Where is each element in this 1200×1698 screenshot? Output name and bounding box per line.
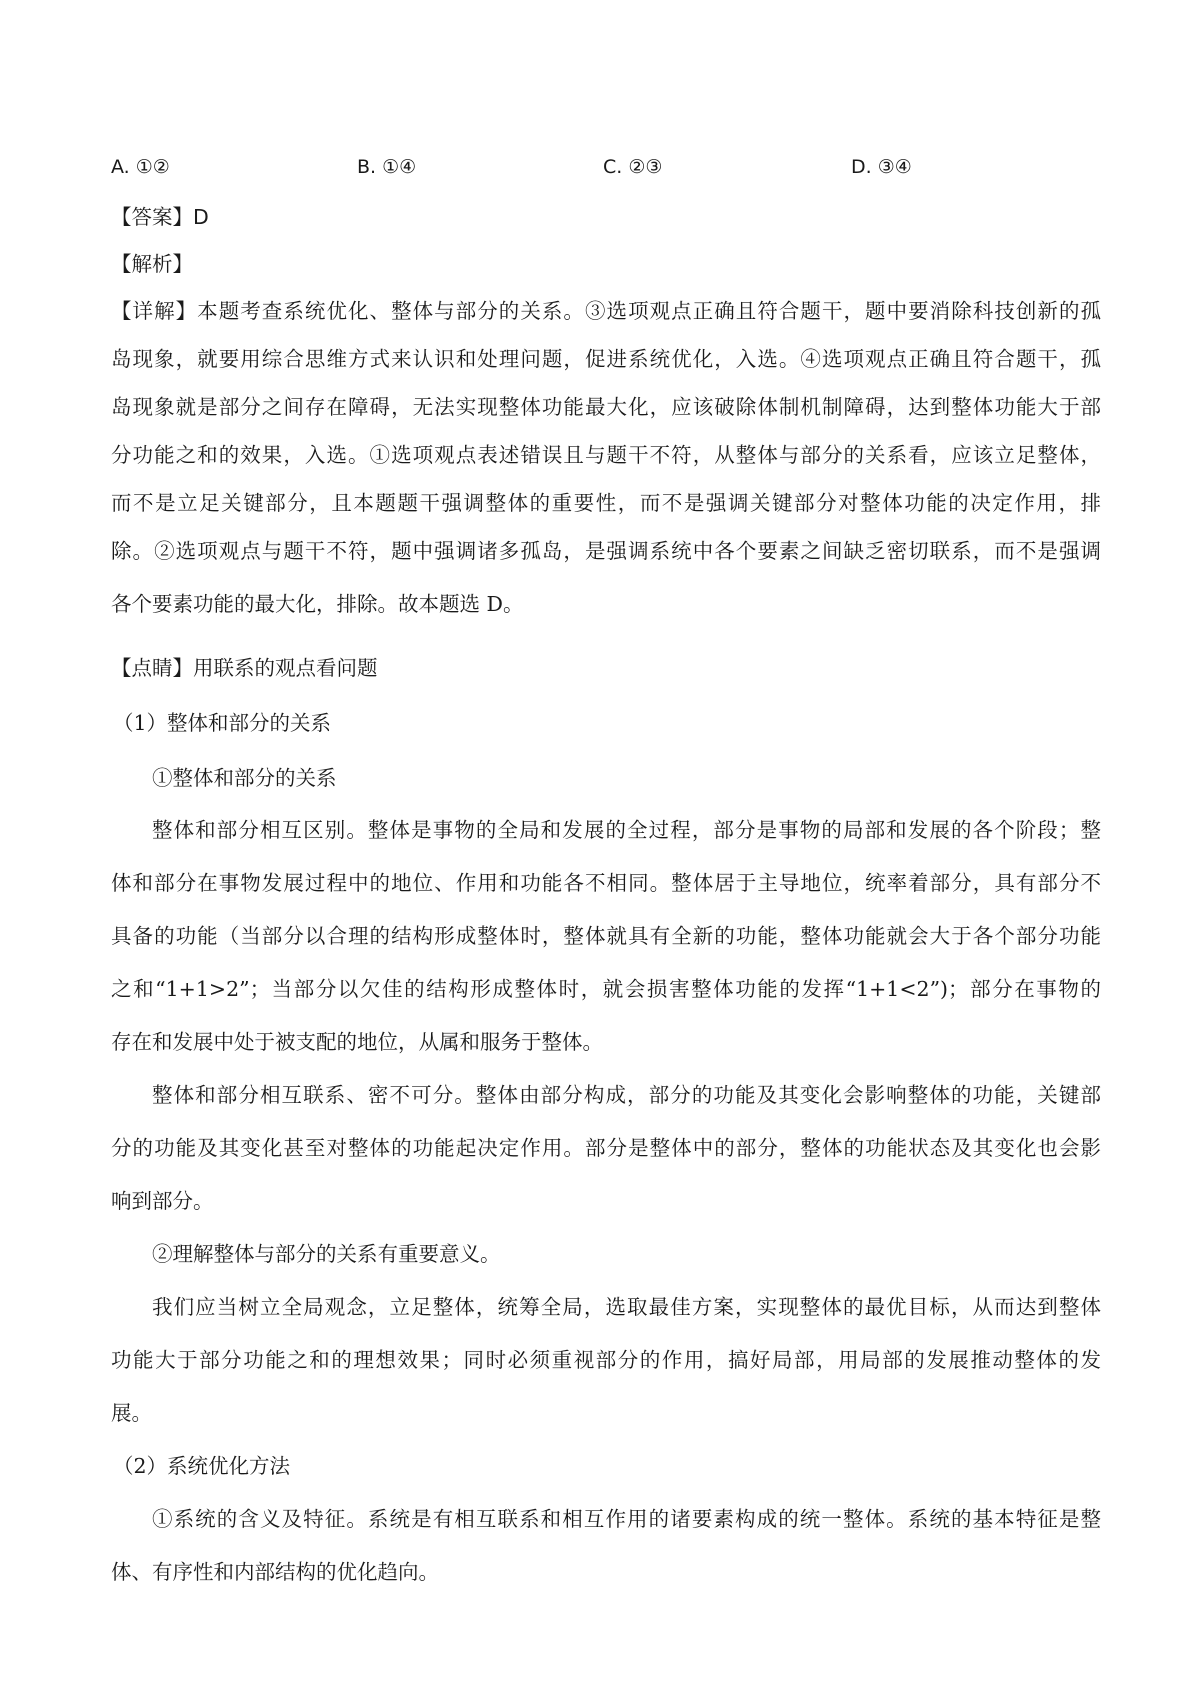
section1-para2-line: 响到部分。 — [111, 1189, 214, 1213]
analysis-label: 【解析】 — [111, 252, 193, 276]
section1-para1-line: 存在和发展中处于被支配的地位，从属和服务于整体。 — [111, 1030, 603, 1054]
option-a: A. ①② — [111, 156, 170, 178]
answer-line — [111, 202, 1101, 232]
option-c: C. ②③ — [603, 156, 663, 178]
section1-heading: （1）整体和部分的关系 — [113, 711, 332, 735]
answer-options — [111, 156, 1091, 186]
section1-para3-line: 功能大于部分功能之和的理想效果；同时必须重视部分的作用，搞好局部，用局部的发展推动整体的发 — [111, 1348, 1101, 1372]
section1-para3-line: 展。 — [111, 1401, 152, 1425]
section1-para3-line: 我们应当树立全局观念，立足整体，统筹全局，选取最佳方案，实现整体的最优目标，从而达到整体 — [152, 1295, 1101, 1319]
section1-para1-line: 整体和部分相互区别。整体是事物的全局和发展的全过程，部分是事物的局部和发展的各个阶段；整 — [152, 818, 1101, 842]
detail-line: 各个要素功能的最大化，排除。故本题选 D。 — [111, 592, 524, 616]
section1-sub1: ①整体和部分的关系 — [152, 766, 337, 790]
detail-line: 分功能之和的效果，入选。①选项观点表述错误且与题干不符，从整体与部分的关系看，应该立足整体， — [111, 443, 1101, 467]
section2-heading: （2）系统优化方法 — [113, 1454, 291, 1478]
section1-para1-line: 体和部分在事物发展过程中的地位、作用和功能各不相同。整体居于主导地位，统率着部分，具有部分不 — [111, 871, 1101, 895]
detail-line: 岛现象，就要用综合思维方式来认识和处理问题，促进系统优化，入选。④选项观点正确且符合题干，孤 — [111, 347, 1101, 371]
pointer-title: 【点睛】用联系的观点看问题 — [111, 656, 378, 680]
option-d: D. ③④ — [851, 156, 912, 178]
detail-line: 岛现象就是部分之间存在障碍，无法实现整体功能最大化，应该破除体制机制障碍，达到整体功能大于部 — [111, 395, 1101, 419]
section1-para1-line: 之和“1+1>2”；当部分以欠佳的结构形成整体时，就会损害整体功能的发挥“1+1<2”)；部分在事物的 — [111, 977, 1101, 1001]
section1-para2-line: 分的功能及其变化甚至对整体的功能起决定作用。部分是整体中的部分，整体的功能状态及其变化也会影 — [111, 1136, 1101, 1160]
section1-para1-line: 具备的功能（当部分以合理的结构形成整体时，整体就具有全新的功能，整体功能就会大于各个部分功能 — [111, 924, 1101, 948]
answer-label: 【答案】 — [111, 205, 193, 229]
detail-line: 除。②选项观点与题干不符，题中强调诸多孤岛，是强调系统中各个要素之间缺乏密切联系，而不是强调 — [111, 539, 1101, 563]
section2-para1-line: 体、有序性和内部结构的优化趋向。 — [111, 1560, 439, 1584]
detail-line: 【详解】本题考查系统优化、整体与部分的关系。③选项观点正确且符合题干，题中要消除科技创新的孤 — [111, 299, 1101, 323]
section1-para2-line: 整体和部分相互联系、密不可分。整体由部分构成，部分的功能及其变化会影响整体的功能，关键部 — [152, 1083, 1101, 1107]
detail-line: 而不是立足关键部分，且本题题干强调整体的重要性，而不是强调关键部分对整体功能的决定作用，排 — [111, 491, 1101, 515]
section1-sub2: ②理解整体与部分的关系有重要意义。 — [152, 1242, 501, 1266]
section2-para1-line: ①系统的含义及特征。系统是有相互联系和相互作用的诸要素构成的统一整体。系统的基本特征是整 — [152, 1507, 1101, 1531]
answer-value: D — [193, 205, 209, 229]
option-b: B. ①④ — [357, 156, 417, 178]
